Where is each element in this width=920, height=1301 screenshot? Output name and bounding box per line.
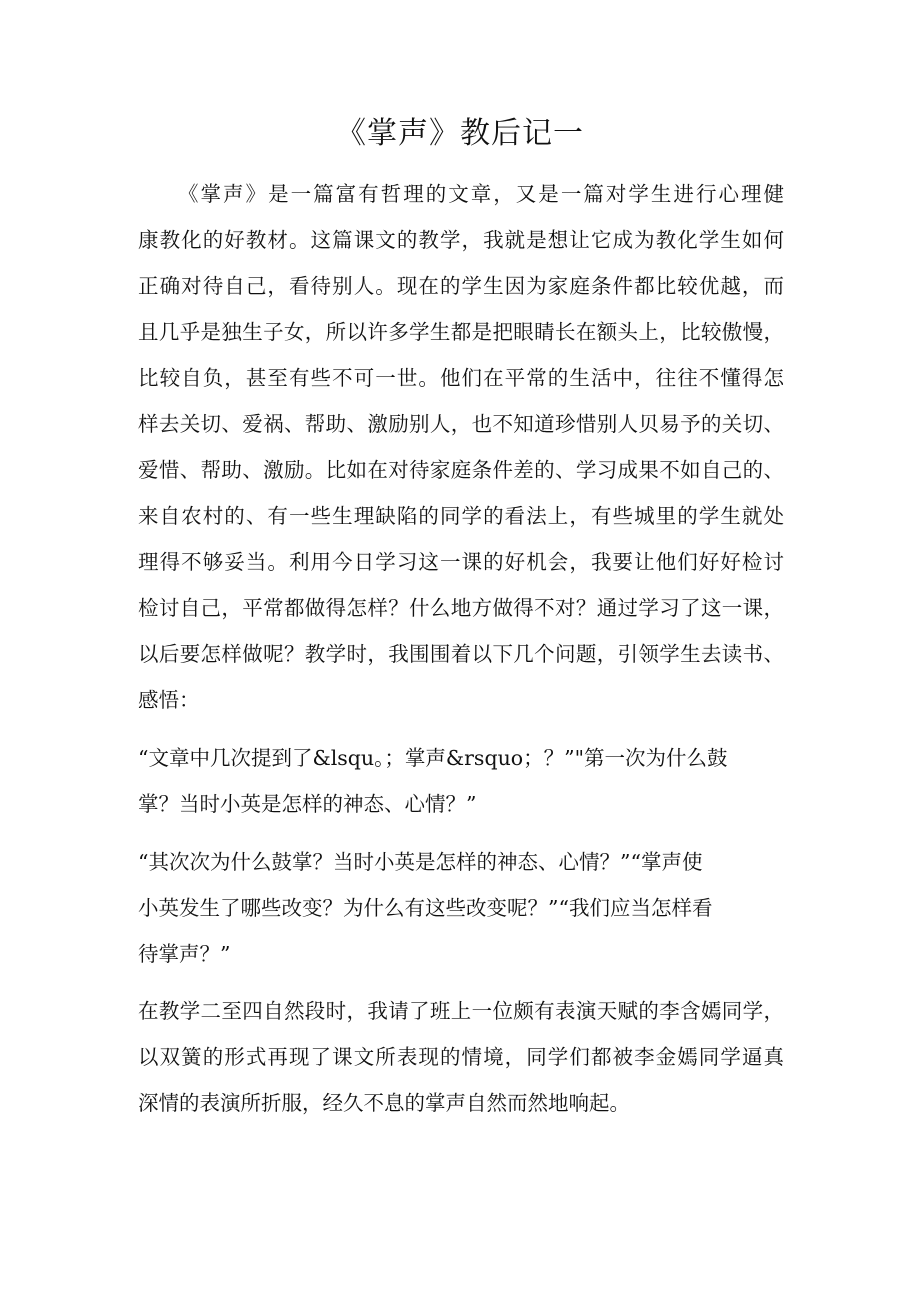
question-line: 待掌声？” <box>138 942 231 966</box>
paragraph-line: 且几乎是独生子女，所以许多学生都是把眼睛长在额头上，比较傲慢， <box>138 320 784 344</box>
question-line: “其次次为什么鼓掌？当时小英是怎样的神态、心情？”“掌声使 <box>138 850 703 874</box>
paragraph-line: 正确对待自己，看待别人。现在的学生因为家庭条件都比较优越，而 <box>138 274 784 298</box>
paragraph-line: 理得不够妥当。利用今日学习这一课的好机会，我要让他们好好检讨 <box>138 550 784 574</box>
paragraph-line: 爱惜、帮助、激励。比如在对待家庭条件差的、学习成果不如自己的、 <box>138 458 784 482</box>
paragraph-line: 比较自负，甚至有些不可一世。他们在平常的生活中，往往不懂得怎 <box>138 366 784 390</box>
paragraph-line: 深情的表演所折服，经久不息的掌声自然而然地响起。 <box>138 1091 630 1115</box>
document-title: 《掌声》教后记一 <box>336 116 584 151</box>
paragraph-line: 样去关切、爱祸、帮助、激励别人，也不知道珍惜别人贝易予的关切、 <box>138 412 784 436</box>
paragraph-line: 来自农村的、有一些生理缺陷的同学的看法上，有些城里的学生就处 <box>138 504 784 528</box>
paragraph-line: 《掌声》是一篇富有哲理的文章，又是一篇对学生进行心理健 <box>178 182 784 206</box>
paragraph-line: 以双簧的形式再现了课文所表现的情境，同学们都被李金嫣同学逼真 <box>138 1045 784 1069</box>
paragraph-line: 康教化的好教材。这篇课文的教学，我就是想让它成为教化学生如何 <box>138 228 784 252</box>
question-line: 小英发生了哪些改变？为什么有这些改变呢？”“我们应当怎样看 <box>138 896 713 920</box>
paragraph-line: 在教学二至四自然段时，我请了班上一位颇有表演天赋的李含嫣同学， <box>138 999 784 1023</box>
question-line: 掌？当时小英是怎样的神态、心情？” <box>138 792 477 816</box>
paragraph-line: 以后要怎样做呢？教学时，我围围着以下几个问题，引领学生去读书、 <box>138 642 784 666</box>
paragraph-line: 感悟： <box>138 688 200 712</box>
question-line: “文章中几次提到了&lsqu。；掌声&rsquo；？”"第一次为什么鼓 <box>138 746 728 770</box>
paragraph-line: 检讨自己，平常都做得怎样？什么地方做得不对？通过学习了这一课， <box>138 596 784 620</box>
